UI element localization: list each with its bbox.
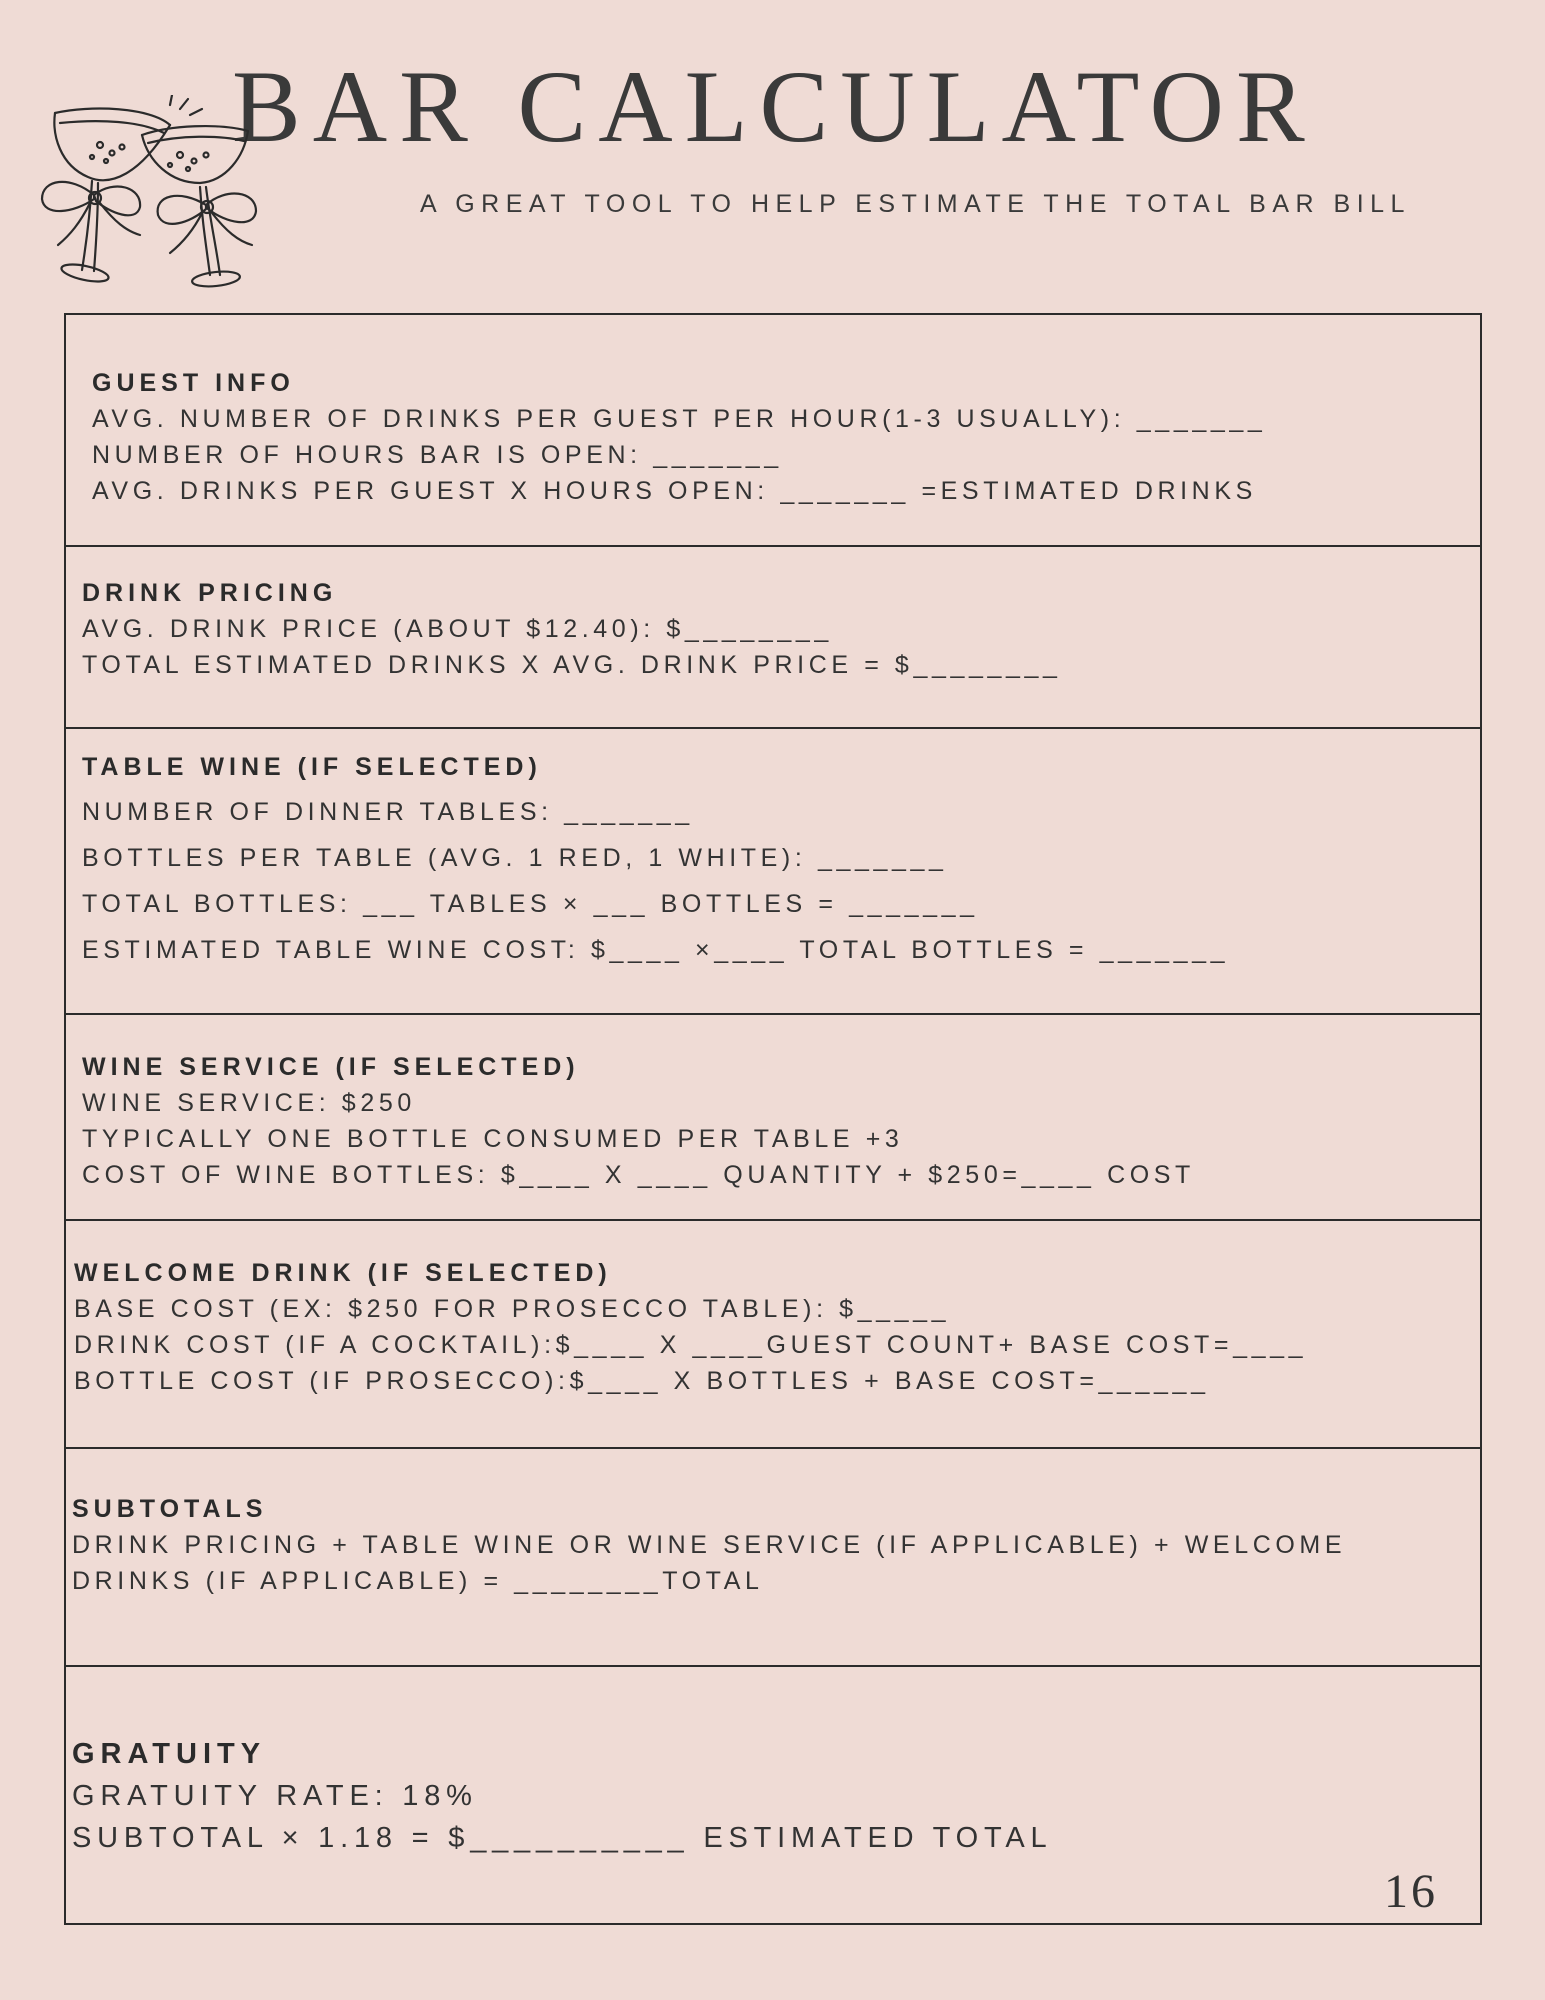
guest-info-line: AVG. NUMBER OF DRINKS PER GUEST PER HOUR(1-3 USUALLY): _______: [92, 405, 1267, 433]
table-wine-line: BOTTLES PER TABLE (AVG. 1 RED, 1 WHITE): _______: [82, 844, 948, 872]
drink-pricing-line: AVG. DRINK PRICE (ABOUT $12.40): $________: [82, 615, 833, 643]
wine-service-line: COST OF WINE BOTTLES: $____ X ____ QUANTITY + $250=____ COST: [82, 1161, 1195, 1189]
drink-pricing-line: TOTAL ESTIMATED DRINKS X AVG. DRINK PRICE = $________: [82, 651, 1062, 679]
table-wine-heading: TABLE WINE (IF SELECTED): [82, 753, 542, 781]
champagne-glasses-with-bows-icon: [30, 95, 280, 300]
subtotals-heading: SUBTOTALS: [72, 1495, 268, 1523]
guest-info-section: [66, 315, 1480, 547]
wine-service-line: TYPICALLY ONE BOTTLE CONSUMED PER TABLE +3: [82, 1125, 904, 1153]
gratuity-line: GRATUITY RATE: 18%: [72, 1780, 478, 1812]
gratuity-line: SUBTOTAL × 1.18 = $__________ ESTIMATED TOTAL: [72, 1822, 1053, 1854]
wine-service-heading: WINE SERVICE (IF SELECTED): [82, 1053, 580, 1081]
welcome-drink-line: BASE COST (EX: $250 FOR PROSECCO TABLE): $_____: [74, 1295, 951, 1323]
wine-service-line: WINE SERVICE: $250: [82, 1089, 416, 1117]
welcome-drink-line: BOTTLE COST (IF PROSECCO):$____ X BOTTLES + BASE COST=______: [74, 1367, 1210, 1395]
drink-pricing-section: [66, 547, 1480, 729]
subtotals-line: DRINKS (IF APPLICABLE) = ________TOTAL: [72, 1567, 764, 1595]
welcome-drink-section: [66, 1221, 1480, 1449]
table-wine-section: [66, 729, 1480, 1015]
table-wine-line: NUMBER OF DINNER TABLES: _______: [82, 798, 694, 826]
gratuity-section: [66, 1667, 1480, 1925]
drink-pricing-heading: DRINK PRICING: [82, 579, 338, 607]
table-wine-line: TOTAL BOTTLES: ___ TABLES × ___ BOTTLES = _______: [82, 890, 979, 918]
welcome-drink-line: DRINK COST (IF A COCKTAIL):$____ X ____GUEST COUNT+ BASE COST=____: [74, 1331, 1308, 1359]
table-wine-line: ESTIMATED TABLE WINE COST: $____ ×____ TOTAL BOTTLES = _______: [82, 936, 1230, 964]
subtotals-section: [66, 1449, 1480, 1667]
page-title: BAR CALCULATOR: [232, 50, 1317, 164]
guest-info-line: NUMBER OF HOURS BAR IS OPEN: _______: [92, 441, 783, 469]
guest-info-line: AVG. DRINKS PER GUEST X HOURS OPEN: _______ =ESTIMATED DRINKS: [92, 477, 1257, 505]
bar-calculator-table: [64, 313, 1482, 1925]
wine-service-section: [66, 1015, 1480, 1221]
gratuity-heading: GRATUITY: [72, 1738, 267, 1770]
page-number: 16: [1384, 1865, 1438, 1918]
subtotals-line: DRINK PRICING + TABLE WINE OR WINE SERVICE (IF APPLICABLE) + WELCOME: [72, 1531, 1347, 1559]
guest-info-heading: GUEST INFO: [92, 369, 295, 397]
welcome-drink-heading: WELCOME DRINK (IF SELECTED): [74, 1259, 612, 1287]
page-subtitle: A GREAT TOOL TO HELP ESTIMATE THE TOTAL BAR BILL: [420, 190, 1411, 218]
